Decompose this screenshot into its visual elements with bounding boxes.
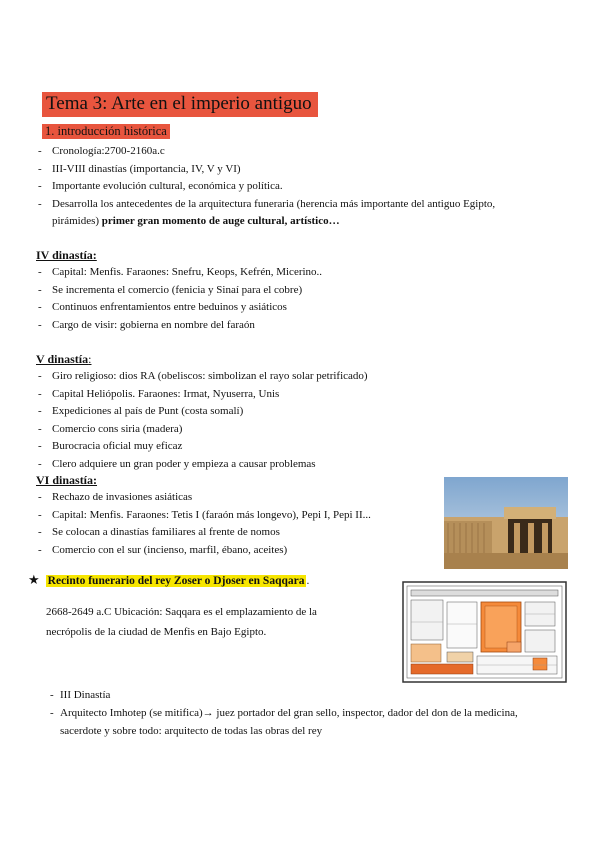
historical-list — [36, 143, 506, 231]
list-item: - Continuos enfrentamientos entre beduinos y asiáticos — [36, 299, 506, 317]
list-item: - Capital Heliópolis. Faraones: Irmat, Nyuserra, Unis — [36, 386, 436, 404]
list-item-text: Desarrolla los antecedentes de la arquitectura funeraria (herencia más importante del antiguo Egipto, pirámides) — [52, 197, 496, 227]
heading-vi-dynasty: VI dinastía: — [36, 473, 98, 487]
list-item: - Burocracia oficial muy eficaz — [36, 438, 436, 456]
section-heading-historical: 1. introducción histórica — [42, 124, 170, 139]
list-item: - Clero adquiere un gran poder y empieza a causar problemas — [36, 456, 436, 474]
heading-v-dynasty-text: V dinastía — [36, 352, 89, 366]
djoser-enclosure-photo — [444, 477, 568, 569]
star-icon: ★ — [28, 573, 40, 588]
feature-heading-line — [28, 573, 309, 589]
list-item: - Cargo de visir: gobierna en nombre del faraón — [36, 317, 506, 335]
djoser-site-plan — [397, 572, 572, 690]
heading-v-dynasty — [36, 352, 91, 367]
feature-heading: Recinto funerario del rey Zoser o Djoser en Saqqara — [47, 575, 305, 587]
vi-dynasty-list — [36, 489, 436, 559]
list-item: - Arquitecto Imhotep (se mitifica)→ juez portador del gran sello, inspector, dador del don de la medicina, sacerdote y sobre todo: arquitecto de todas las obras del rey — [50, 704, 520, 740]
page-title: Tema 3: Arte en el imperio antiguo — [42, 92, 318, 117]
list-item: - Expediciones al país de Punt (costa somalí) — [36, 403, 436, 421]
list-item: - Se incrementa el comercio (fenicia y Sinaí para el cobre) — [36, 282, 506, 300]
list-item: - Comercio con el sur (incienso, marfil, ébano, aceites) — [36, 542, 436, 560]
djoser-details-list — [50, 686, 520, 740]
list-item: - Giro religioso: dios RA (obeliscos: simbolizan el rayo solar petrificado) — [36, 368, 436, 386]
plan-illustration — [397, 572, 572, 690]
list-item: - III-VIII dinastías (importancia, IV, V y VI) — [36, 161, 506, 179]
feature-heading-trail: . — [306, 575, 310, 587]
photo-illustration — [444, 477, 568, 569]
heading-colon: : — [88, 352, 92, 366]
list-item: - Rechazo de invasiones asiáticas — [36, 489, 436, 507]
iv-dynasty-list — [36, 264, 506, 334]
list-item: - Capital: Menfis. Faraones: Tetis I (faraón más longevo), Pepi I, Pepi II... — [36, 507, 436, 525]
heading-iv-dynasty: IV dinastía: — [36, 248, 97, 262]
location-paragraph: 2668-2649 a.C Ubicación: Saqqara es el emplazamiento de la necrópolis de la ciudad de Menfis en Bajo Egipto. — [46, 606, 317, 638]
list-item-bold-text: primer gran momento de auge cultural, artístico… — [101, 215, 340, 227]
list-item: - Comercio cons siria (madera) — [36, 421, 436, 439]
v-dynasty-list — [36, 368, 436, 473]
list-item: - Importante evolución cultural, económica y política. — [36, 178, 506, 196]
list-item: - Cronología:2700-2160a.c — [36, 143, 506, 161]
list-item-funeral-architecture — [36, 196, 506, 231]
list-item: - Capital: Menfis. Faraones: Snefru, Keops, Kefrén, Micerino.. — [36, 264, 506, 282]
list-item: - III Dinastía — [50, 686, 520, 704]
list-item: - Se colocan a dinastías familiares al frente de nomos — [36, 524, 436, 542]
